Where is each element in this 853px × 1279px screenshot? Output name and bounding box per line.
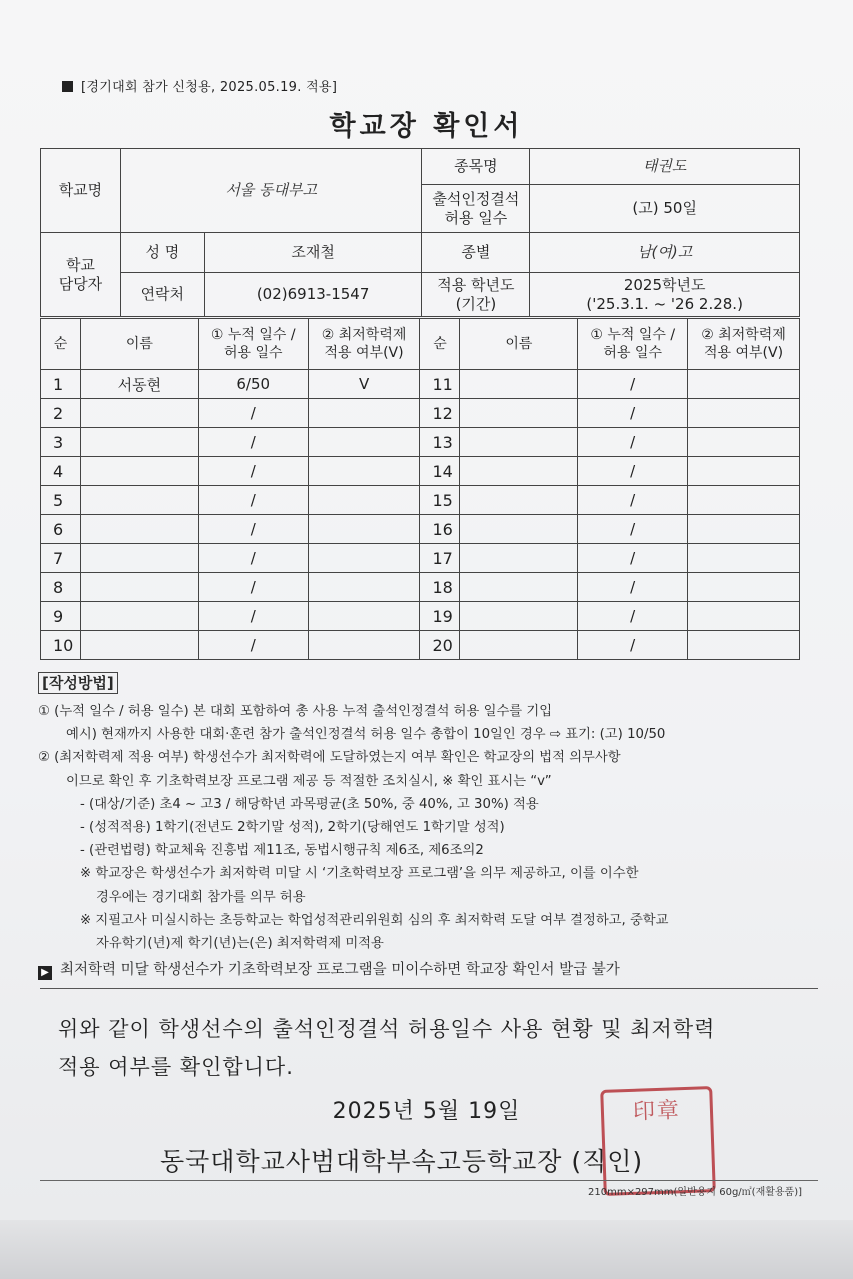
student-name: [460, 631, 578, 660]
row-number: 9: [41, 602, 81, 631]
days-cell: /: [198, 486, 308, 515]
header-name: 이름: [80, 319, 198, 370]
row-number: 3: [41, 428, 81, 457]
row-number: 8: [41, 573, 81, 602]
min-academic-cell: [308, 428, 420, 457]
min-academic-cell: [688, 573, 800, 602]
student-name: [80, 486, 198, 515]
days-cell: /: [578, 457, 688, 486]
allowed-days-label: 출석인정결석 허용 일수: [422, 185, 530, 233]
min-academic-cell: [688, 457, 800, 486]
name-label: 성 명: [120, 233, 204, 273]
instruction-line: ② (최저학력제 적용 여부) 학생선수가 최저학력에 도달하였는지 여부 확인은 학교장의 법적 의무사항: [38, 750, 621, 766]
instruction-line: ※ 학교장은 학생선수가 최저학력 미달 시 ‘기초학력보장 프로그램’을 의무 제공하고, 이를 이수한: [80, 866, 639, 882]
days-cell: /: [578, 573, 688, 602]
header-min-right: ② 최저학력제 적용 여부(V): [688, 319, 800, 370]
category-label: 종별: [422, 233, 530, 273]
arrow-box-icon: ▶: [38, 966, 52, 980]
min-academic-cell: [308, 399, 420, 428]
row-number: 19: [420, 602, 460, 631]
student-name: [80, 515, 198, 544]
days-cell: /: [578, 486, 688, 515]
footer-divider: [40, 1180, 818, 1181]
min-academic-cell: [308, 515, 420, 544]
min-academic-cell: [308, 573, 420, 602]
instruction-line: - (성적적용) 1학기(전년도 2학기말 성적), 2학기(당해연도 1학기말 성적): [80, 820, 505, 836]
instructions: [38, 672, 818, 982]
min-academic-cell: V: [308, 370, 420, 399]
row-number: 17: [420, 544, 460, 573]
days-cell: /: [198, 544, 308, 573]
instruction-line: 예시) 현재까지 사용한 대회·훈련 참가 출석인정결석 허용 일수 총합이 10일인 경우 ⇨ 표기: (고) 10/50: [66, 727, 666, 743]
student-name: [80, 399, 198, 428]
student-name: [80, 428, 198, 457]
student-name: [460, 602, 578, 631]
days-cell: /: [198, 428, 308, 457]
year-label: 적용 학년도 (기간): [422, 273, 530, 317]
min-academic-cell: [688, 602, 800, 631]
row-number: 4: [41, 457, 81, 486]
days-cell: /: [198, 457, 308, 486]
student-name: 서동현: [80, 370, 198, 399]
table-row: [41, 602, 800, 631]
instruction-line: 자유학기(년)제 학기(년)는(은) 최저학력제 미적용: [96, 936, 384, 952]
table-row: [41, 486, 800, 515]
header-no: 순: [41, 319, 81, 370]
contact-label: 연락처: [120, 273, 204, 317]
min-academic-cell: [308, 544, 420, 573]
min-academic-cell: [308, 486, 420, 515]
student-name: [460, 457, 578, 486]
table-row: [41, 515, 800, 544]
row-number: 15: [420, 486, 460, 515]
min-academic-cell: [688, 515, 800, 544]
student-name: [80, 602, 198, 631]
row-number: 1: [41, 370, 81, 399]
instruction-line: ※ 지필고사 미실시하는 초등학교는 학업성적관리위원회 심의 후 최저학력 도달 여부 결정하고, 중학교: [80, 912, 669, 928]
row-number: 16: [420, 515, 460, 544]
table-row: [41, 631, 800, 660]
days-cell: /: [198, 631, 308, 660]
days-cell: /: [578, 370, 688, 399]
days-cell: /: [198, 573, 308, 602]
table-row: [41, 370, 800, 399]
student-name: [80, 544, 198, 573]
row-number: 14: [420, 457, 460, 486]
min-academic-cell: [308, 602, 420, 631]
square-bullet-icon: [62, 81, 73, 92]
row-number: 6: [41, 515, 81, 544]
table-row: [41, 399, 800, 428]
row-number: 11: [420, 370, 460, 399]
paper-spec: 210mm×297mm(일반용지 60g/㎡(재활용품)]: [588, 1187, 803, 1198]
student-name: [80, 573, 198, 602]
table-row: [41, 573, 800, 602]
student-name: [460, 486, 578, 515]
min-academic-cell: [688, 399, 800, 428]
days-cell: 6/50: [198, 370, 308, 399]
days-cell: /: [578, 399, 688, 428]
days-cell: /: [578, 515, 688, 544]
official-seal-icon: 印章: [600, 1086, 716, 1196]
student-name: [80, 631, 198, 660]
table-row: [41, 428, 800, 457]
student-name: [460, 544, 578, 573]
table-row: [41, 457, 800, 486]
table-row: [41, 544, 800, 573]
sport-value-cell: 태권도: [530, 149, 800, 185]
document-title: 학교장 확인서: [329, 111, 524, 142]
student-name: [460, 399, 578, 428]
instructions-heading: [작성방법]: [38, 672, 118, 694]
min-academic-cell: [688, 631, 800, 660]
days-cell: /: [198, 602, 308, 631]
signer-name: 동국대학교사범대학부속고등학교장 (직인): [160, 1147, 644, 1176]
row-number: 5: [41, 486, 81, 515]
row-number: 7: [41, 544, 81, 573]
header-no-right: 순: [420, 319, 460, 370]
name-value: 조재철: [204, 233, 422, 273]
min-academic-cell: [688, 486, 800, 515]
instruction-line: ① (누적 일수 / 허용 일수) 본 대회 포함하여 총 사용 누적 출석인정결석 허용 일수를 기입: [38, 704, 553, 719]
header-min: ② 최저학력제 적용 여부(V): [308, 319, 420, 370]
sport-label-cell: 종목명: [422, 149, 530, 185]
days-cell: /: [578, 602, 688, 631]
contact-value: (02)6913-1547: [204, 273, 422, 317]
info-table-body: [40, 148, 800, 317]
manager-label: 학교 담당자: [41, 233, 121, 317]
row-number: 13: [420, 428, 460, 457]
student-name: [460, 573, 578, 602]
student-name: [460, 428, 578, 457]
row-number: 2: [41, 399, 81, 428]
header-days: ① 누적 일수 / 허용 일수: [198, 319, 308, 370]
row-number: 20: [420, 631, 460, 660]
student-name: [460, 370, 578, 399]
warning-line: ▶ 최저학력 미달 학생선수가 기초학력보장 프로그램을 미이수하면 학교장 확인서 발급 불가: [38, 959, 818, 982]
school-label-cell: 학교명: [41, 149, 121, 233]
min-academic-cell: [688, 370, 800, 399]
form-edition: [경기대회 참가 신청용, 2025.05.19. 적용]: [62, 76, 337, 95]
header-name-right: 이름: [460, 319, 578, 370]
min-academic-cell: [688, 544, 800, 573]
category-value: 남(여)고: [530, 233, 800, 273]
divider: [40, 988, 818, 989]
header-days-right: ① 누적 일수 / 허용 일수: [578, 319, 688, 370]
min-academic-cell: [688, 428, 800, 457]
page-shadow: [0, 1220, 853, 1279]
allowed-days-value: (고) 50일: [530, 185, 800, 233]
school-value-cell: 서울 동대부고: [120, 149, 422, 233]
min-academic-cell: [308, 631, 420, 660]
roster-table: [40, 318, 800, 660]
instruction-line: 경우에는 경기대회 참가를 의무 허용: [96, 889, 306, 905]
min-academic-cell: [308, 457, 420, 486]
days-cell: /: [198, 399, 308, 428]
days-cell: /: [578, 544, 688, 573]
days-cell: /: [578, 428, 688, 457]
student-name: [80, 457, 198, 486]
issue-date: 2025년 5월 19일: [332, 1099, 521, 1124]
row-number: 18: [420, 573, 460, 602]
row-number: 10: [41, 631, 81, 660]
instruction-line: - (관련법령) 학교체육 진흥법 제11조, 동법시행규칙 제6조, 제6조의2: [80, 843, 484, 859]
row-number: 12: [420, 399, 460, 428]
declaration-text: 위와 같이 학생선수의 출석인정결석 허용일수 사용 현황 및 최저학력 적용 여부를 확인합니다.: [58, 1017, 716, 1079]
instruction-line: - (대상/기준) 초4 ~ 고3 / 해당학년 과목평균(초 50%, 중 40%, 고 30%) 적용: [80, 796, 539, 812]
days-cell: /: [198, 515, 308, 544]
year-value: 2025학년도 ('25.3.1. ~ '26 2.28.): [530, 273, 800, 317]
days-cell: /: [578, 631, 688, 660]
student-name: [460, 515, 578, 544]
instruction-line: 이므로 확인 후 기초학력보장 프로그램 제공 등 적절한 조치실시, ※ 확인 표시는 “v”: [66, 773, 552, 789]
